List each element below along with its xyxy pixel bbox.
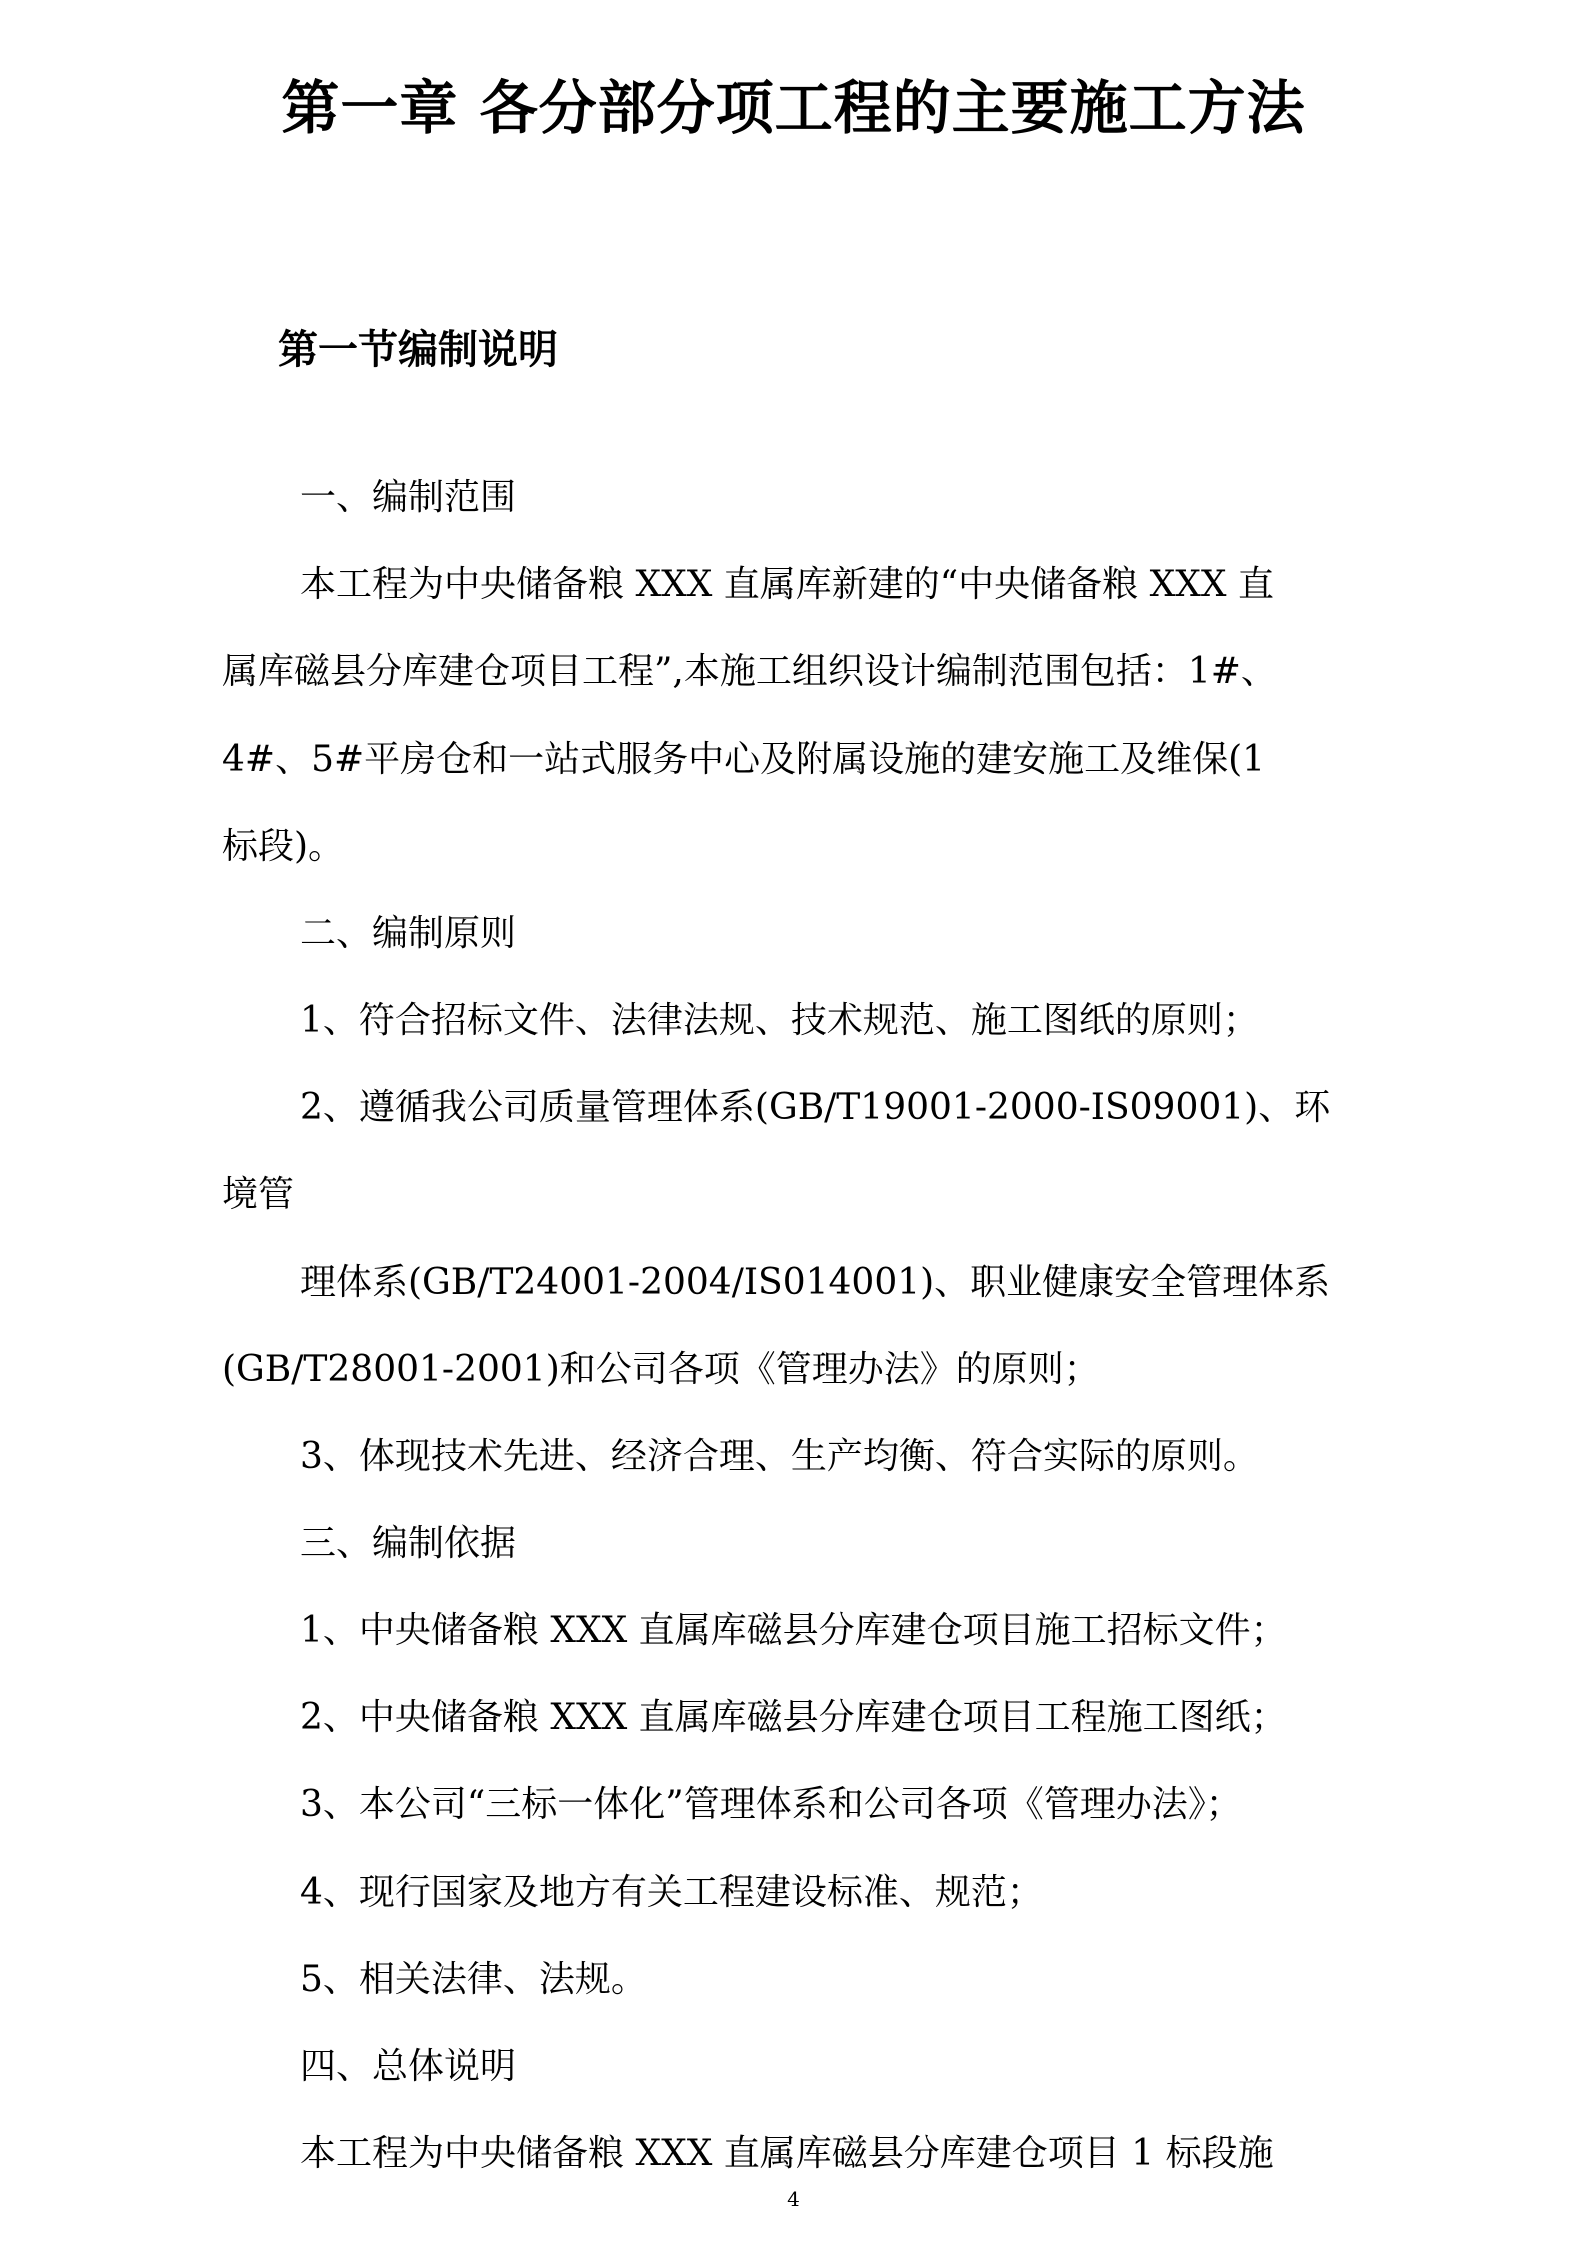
paragraph-line: 理体系(GB/T24001-2004/IS014001)、职业健康安全管理体系 (300, 1262, 1331, 1303)
list-item: 3、本公司“三标一体化”管理体系和公司各项《管理办法》； (300, 1784, 1242, 1825)
paragraph-line: 4#、5#平房仓和一站式服务中心及附属设施的建安施工及维保(1 (222, 739, 1266, 780)
list-item: 4、现行国家及地方有关工程建设标准、规范； (300, 1872, 1043, 1913)
paragraph-line: 属库磁县分库建仓项目工程”,本施工组织设计编制范围包括：1#、 (222, 651, 1277, 692)
page-number: 4 (787, 2187, 800, 2211)
paragraph-line: 本工程为中央储备粮 XXX 直属库新建的“中央储备粮 XXX 直 (300, 564, 1274, 605)
list-item: 5、相关法律、法规。 (300, 1959, 647, 2000)
section-title: 第一节编制说明 (278, 327, 558, 373)
paragraph-line: (GB/T28001-2001)和公司各项《管理办法》的原则； (222, 1349, 1100, 1390)
heading-scope: 一、编制范围 (300, 477, 517, 518)
list-item: 1、符合招标文件、法律法规、技术规范、施工图纸的原则； (300, 1000, 1259, 1041)
list-item: 1、中央储备粮 XXX 直属库磁县分库建仓项目施工招标文件； (300, 1610, 1287, 1651)
chapter-title: 第一章 各分部分项工程的主要施工方法 (281, 74, 1306, 142)
list-item: 2、遵循我公司质量管理体系(GB/T19001-2000-IS09001)、环 (300, 1087, 1331, 1128)
heading-principles: 二、编制原则 (300, 913, 517, 954)
paragraph-line: 境管 (222, 1174, 295, 1215)
list-item: 3、体现技术先进、经济合理、生产均衡、符合实际的原则。 (300, 1436, 1259, 1477)
heading-basis: 三、编制依据 (300, 1523, 517, 1564)
heading-overview: 四、总体说明 (300, 2046, 517, 2087)
paragraph-line: 本工程为中央储备粮 XXX 直属库磁县分库建仓项目 1 标段施 (300, 2133, 1274, 2174)
paragraph-line: 标段)。 (222, 826, 345, 867)
list-item: 2、中央储备粮 XXX 直属库磁县分库建仓项目工程施工图纸； (300, 1697, 1287, 1738)
